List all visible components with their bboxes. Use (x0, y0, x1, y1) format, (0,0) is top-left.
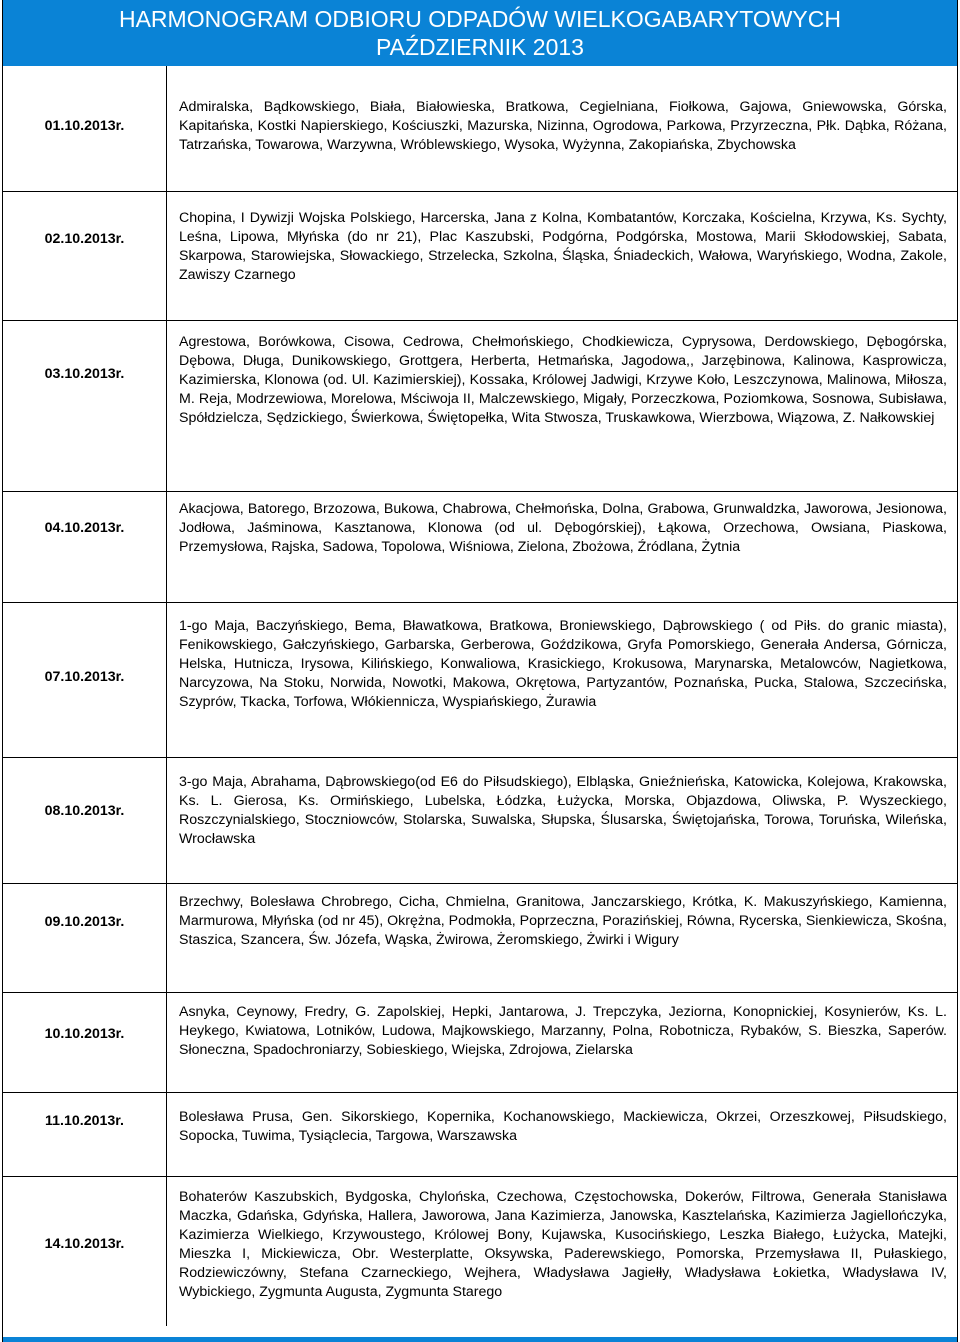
date-cell (3, 191, 167, 320)
page-header (3, 0, 957, 66)
streets-text: Brzechwy, Bolesława Chrobrego, Cicha, Chmielna, Granitowa, Janczarskiego, Krótka, K. Makuszyńskiego, Kamienna, Marmurowa, Młyńska (od nr 45), Okrężna, Podmokła, Poprzeczna, Porazińskiej, Równa, Rycerska, Sienkiewicza, Skośna, Staszica, Szancera, Św. Józefa, Wąska, Żwirowa, Żeromskiego, Żwirki i Wigury (179, 893, 948, 948)
date-cell (3, 491, 167, 602)
streets-cell (167, 757, 958, 883)
streets-cell (167, 491, 958, 602)
streets-text: 3-go Maja, Abrahama, Dąbrowskiego(od E6 do Piłsudskiego), Elbląska, Gnieźnieńska, Katowicka, Kolejowa, Krakowska, Ks. L. Gierosa, Ks. Ormińskiego, Lubelska, Łódzka, Łużycka, Morska, Objazdowa, Oliwska, P. Wyszeckiego, Roszczynialskiego, Stoczniowców, Stolarska, Suwalska, Słupska, Ślusarska, Świętojańska, Torowa, Toruńska, Wileńska, Wrocławska (179, 773, 947, 847)
date-label: 02.10.2013r. (44, 230, 125, 247)
schedule-row (3, 66, 957, 191)
date-label: 09.10.2013r. (44, 913, 125, 930)
schedule-row (3, 320, 957, 491)
streets-cell (167, 320, 958, 491)
date-label: 03.10.2013r. (44, 365, 125, 382)
streets-text: 1-go Maja, Baczyńskiego, Bema, Bławatkowa, Bratkowa, Broniewskiego, Dąbrowskiego ( od Piłs. do granic miasta), Fenikowskiego, Gałczyńskiego, Garbarska, Gerberowa, Goździkowa, Gryfa Pomorskiego, Generała Andersa, Górnicza, Helska, Hutnicza, Irysowa, Kilińskiego, Konwaliowa, Krasickiego, Krokusowa, Marynarska, Metalowców, Nagietkowa, Narcyzowa, Na Stoku, Norwida, Nowotki, Makowa, Okrętowa, Partyzantów, Poznańska, Pucka, Stalowa, Szczecińska, Szyprów, Tkacka, Torfowa, Włókienniczа, Wyspiańskiego, Żurawia (179, 617, 947, 710)
schedule-row (3, 602, 957, 757)
streets-text: Admiralska, Bądkowskiego, Biała, Białowieska, Bratkowa, Cegielniana, Fiołkowa, Gajowa, Gniewowska, Górska, Kapitańska, Kostki Napierskiego, Kościuszki, Mazurska, Nizinna, Ogrodowa, Parkowa, Przyrzeczna, Płk. Dąbka, Różana, Tatrzańska, Towarowa, Warzywna, Wróblewskiego, Wysoka, Wyżynna, Zakopiańska, Zbychowska (179, 99, 947, 153)
date-cell (3, 1176, 167, 1326)
date-label: 10.10.2013r. (44, 1025, 125, 1042)
header-title: HARMONOGRAM ODBIORU ODPADÓW WIELKOGABARYTOWYCH (118, 6, 841, 32)
date-cell (3, 883, 167, 992)
streets-cell (167, 883, 958, 992)
streets-cell (167, 992, 958, 1092)
date-cell (3, 66, 167, 191)
schedule-table (3, 66, 957, 1326)
streets-cell (167, 602, 958, 757)
streets-text: Bohaterów Kaszubskich, Bydgoska, Chylońska, Czechowa, Częstochowska, Dokerów, Filtrowa, Generała Stanisława Maczka, Gdańska, Gdyńska, Hallera, Jaworowa, Jana Kazimierza, Janowska, Kasztelańska, Kazimierza Jagiellończyka, Kazimierza Wielkiego, Krzywoustego, Królowej Bony, Kujawska, Kusocińskiego, Leszka Białego, Łużycka, Matejki, Mieszka I, Mickiewicza, Obr. Westerplatte, Oksywska, Paderewskiego, Pomorska, Przemysława II, Pułaskiego, Rodziewiczówny, Stefana Czarneckiego, Wejhera, Władysława Jagiełły, Władysława Łokietka, Władysława IV, Wybickiego, Zygmunta Augusta, Zygmunta Starego (179, 1188, 947, 1300)
date-cell (3, 757, 167, 883)
streets-text: Akacjowa, Batorego, Brzozowa, Bukowa, Chabrowa, Chełmońska, Dolna, Grabowa, Grunwaldzka, Jaworowa, Jesionowa, Jodłowa, Jaśminowa, Kasztanowa, Klonowa (od ul. Dębogórskiej), Łąkowa, Orzechowa, Owsiana, Piaskowa, Przemysłowa, Rajska, Sadowa, Topolowa, Wiśniowa, Zielona, Zbożowa, Źródlana, Żytnia (179, 500, 947, 555)
schedule-row (3, 883, 957, 992)
date-label: 01.10.2013r. (44, 118, 125, 134)
streets-text: Asnyka, Ceynowy, Fredry, G. Zapolskiej, Hepki, Jantarowa, J. Trepczyka, Jeziorna, Konopnickiej, Kosynierów, Ks. L. Heykego, Kwiatowa, Lotników, Ludowa, Majkowskiego, Marzanny, Polna, Robotnicza, Rybaków, S. Bieszka, Saperów. Słoneczna, Spadochroniarzy, Sobieskiego, Wiejska, Zdrojowa, Zielarska (179, 1003, 947, 1058)
streets-cell (167, 1176, 958, 1326)
date-label: 11.10.2013r. (45, 1112, 124, 1129)
schedule-row (3, 191, 957, 320)
date-label: 08.10.2013r. (44, 802, 125, 819)
streets-cell (167, 191, 958, 320)
streets-text: Bolesława Prusa, Gen. Sikorskiego, Kopernika, Kochanowskiego, Mackiewicza, Okrzei, Orzeszkowej, Piłsudskiego, Sopocka, Tuwima, Tysiąclecia, Targowa, Warszawska (179, 1108, 947, 1144)
schedule-row (3, 992, 957, 1092)
date-cell (3, 602, 167, 757)
streets-cell (167, 66, 958, 191)
streets-text: Chopina, I Dywizji Wojska Polskiego, Harcerska, Jana z Kolna, Kombatantów, Korczaka, Kościelna, Krzywa, Ks. Sychty, Leśna, Lipowa, Młyńska (do nr 21), Plac Kaszubski, Podgórna, Podgórska, Mostowa, Marii Skłodowskiej, Sabata, Skarpowa, Starowiejska, Słowackiego, Strzelecka, Szkolna, Śląska, Śniadeckich, Wałowa, Waryńskiego, Wodna, Zakole, Zawiszy Czarnego (179, 209, 947, 283)
schedule-row (3, 1092, 957, 1176)
schedule-row (3, 1176, 957, 1326)
footer-bar (3, 1337, 957, 1342)
schedule-row (3, 757, 957, 883)
date-label: 04.10.2013r. (44, 519, 125, 536)
header-month: PAŹDZIERNIK 2013 (376, 34, 584, 60)
date-cell (3, 320, 167, 491)
streets-text: Agrestowa, Borówkowa, Cisowa, Cedrowa, Chełmońskiego, Chodkiewicza, Cyprysowa, Derdowskiego, Dębogórska, Dębowa, Długa, Dunikowskiego, Grottgera, Herberta, Hetmańska, Jagodowa,, Jarzębinowa, Kalinowa, Kasprowicza, Kazimierska, Klonowa (od. Ul. Kazimierskiej), Kossaka, Królowej Jadwigi, Krzywe Koło, Leszczynowa, Malinowa, Miłosza, M. Reja, Modrzewiowa, Morelowa, Mściwoja II, Malczewskiego, Migały, Porzeczkowa, Poziomkowa, Sosnowa, Subisława, Spółdzielcza, Sędzickiego, Świerkowa, Świętopełka, Wita Stwosza, Truskawkowa, Wierzbowa, Wiązowa, Z. Nałkowskiej (179, 333, 947, 426)
date-label: 14.10.2013r. (44, 1235, 125, 1252)
schedule-row (3, 491, 957, 602)
date-label: 07.10.2013r. (44, 668, 125, 685)
date-cell (3, 1092, 167, 1176)
date-cell (3, 992, 167, 1092)
streets-cell (167, 1092, 958, 1176)
